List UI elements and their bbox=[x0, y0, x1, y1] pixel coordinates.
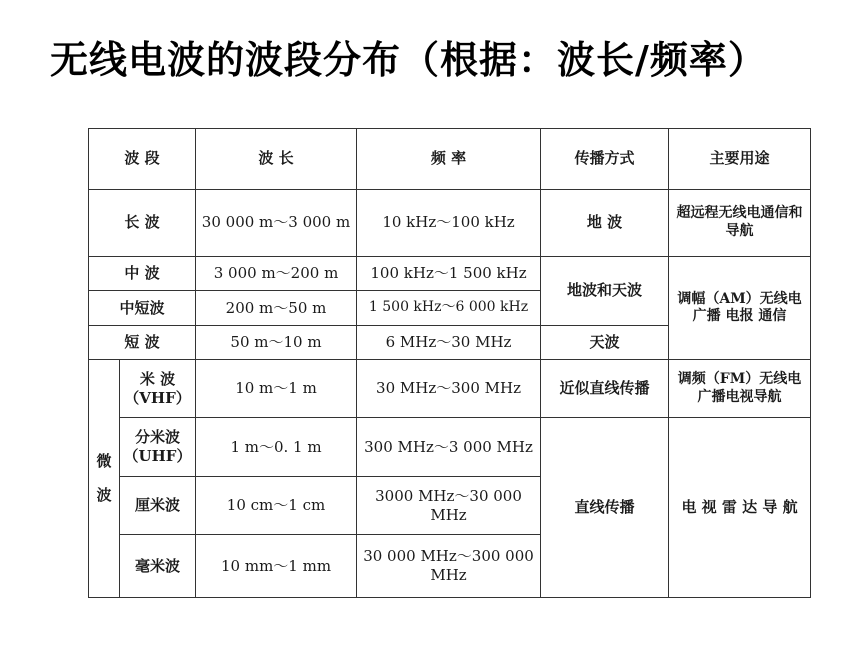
table bbox=[88, 128, 811, 598]
header-propagation: 传播方式 bbox=[541, 129, 669, 190]
wavelength-cell: 200 m～50 m bbox=[196, 291, 357, 325]
frequency-cell: 3000 MHz～30 000 MHz bbox=[357, 476, 541, 534]
header-use: 主要用途 bbox=[669, 129, 811, 190]
propagation-cell: 天波 bbox=[541, 325, 669, 359]
wavelength-cell: 50 m～10 m bbox=[196, 325, 357, 359]
use-cell: 调频（FM）无线电广播电视导航 bbox=[669, 359, 811, 417]
frequency-cell: 10 kHz～100 kHz bbox=[357, 189, 541, 257]
propagation-cell: 地波和天波 bbox=[541, 257, 669, 326]
propagation-cell: 近似直线传播 bbox=[541, 359, 669, 417]
table-row bbox=[89, 359, 811, 417]
band-cell: 中 波 bbox=[89, 257, 196, 291]
frequency-cell: 100 kHz～1 500 kHz bbox=[357, 257, 541, 291]
table-row bbox=[89, 257, 811, 291]
use-cell: 电 视 雷 达 导 航 bbox=[669, 418, 811, 598]
table-row bbox=[89, 189, 811, 257]
table-row bbox=[89, 418, 811, 476]
use-cell: 调幅（AM）无线电广播 电报 通信 bbox=[669, 257, 811, 360]
microwave-group-cell: 微 波 bbox=[89, 359, 120, 597]
propagation-cell: 地 波 bbox=[541, 189, 669, 257]
wave-band-table bbox=[88, 128, 810, 598]
band-cell: 毫米波 bbox=[120, 535, 196, 598]
frequency-cell: 6 MHz～30 MHz bbox=[357, 325, 541, 359]
frequency-cell: 30 MHz～300 MHz bbox=[357, 359, 541, 417]
use-cell: 超远程无线电通信和导航 bbox=[669, 189, 811, 257]
frequency-cell: 1 500 kHz～6 000 kHz bbox=[357, 291, 541, 325]
band-cell: 分米波（UHF） bbox=[120, 418, 196, 476]
wavelength-cell: 10 m～1 m bbox=[196, 359, 357, 417]
table-header-row bbox=[89, 129, 811, 190]
wavelength-cell: 3 000 m～200 m bbox=[196, 257, 357, 291]
band-cell: 厘米波 bbox=[120, 476, 196, 534]
wavelength-cell: 10 mm～1 mm bbox=[196, 535, 357, 598]
page-title: 无线电波的波段分布（根据：波长/频率） bbox=[50, 38, 767, 82]
header-frequency: 频 率 bbox=[357, 129, 541, 190]
wavelength-cell: 30 000 m～3 000 m bbox=[196, 189, 357, 257]
band-cell: 米 波（VHF） bbox=[120, 359, 196, 417]
frequency-cell: 300 MHz～3 000 MHz bbox=[357, 418, 541, 476]
band-cell: 长 波 bbox=[89, 189, 196, 257]
band-cell: 短 波 bbox=[89, 325, 196, 359]
band-cell: 中短波 bbox=[89, 291, 196, 325]
wavelength-cell: 10 cm～1 cm bbox=[196, 476, 357, 534]
header-band: 波 段 bbox=[89, 129, 196, 190]
header-wavelength: 波 长 bbox=[196, 129, 357, 190]
propagation-cell: 直线传播 bbox=[541, 418, 669, 598]
wavelength-cell: 1 m～0. 1 m bbox=[196, 418, 357, 476]
frequency-cell: 30 000 MHz～300 000 MHz bbox=[357, 535, 541, 598]
